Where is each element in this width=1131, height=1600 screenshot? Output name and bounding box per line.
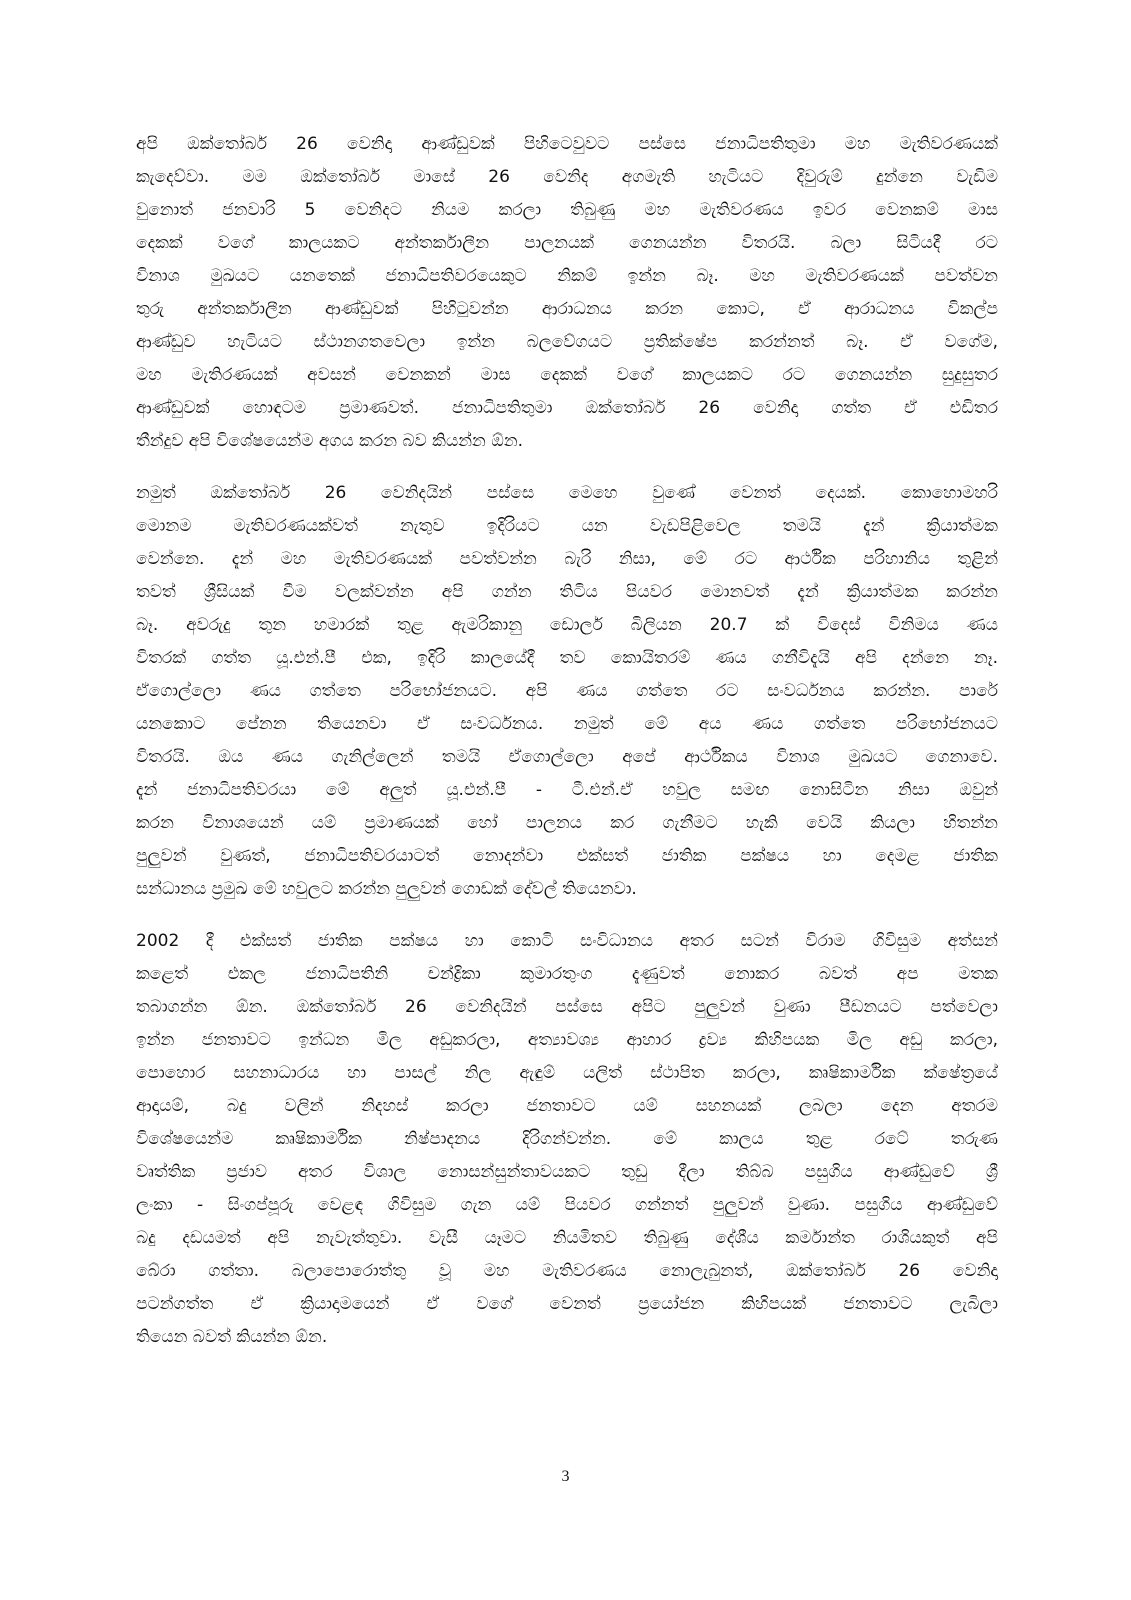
- text-line: බදු දඩයමත් අපි නැවැත්තුවා. වැසී යෑමට නියමිතව තිබුණු දේශීය කර්මාන්ත රාශියකුත් අපි: [136, 1228, 998, 1248]
- text-line: ලංකා - සිංගප්පූරු වෙළඳ ගිවිසුම ගැන යම් පියවර ගන්නත් පුලුවන් වුණා. පසුගිය ආණ්ඩුවේ: [136, 1195, 998, 1215]
- text-line: යනකොට පේනන තියෙනවා ඒ සංවර්ධනය. නමුත් මේ අය ණය ගත්තෙ පරිභෝජනයට: [136, 714, 998, 734]
- text-line: අපි ඔක්තෝබර් 26 වෙනිදා ආණ්ඩුවක් පිහිටෙවුවට පස්සෙ ජනාධිපතිතුමා මහ මැතිවරණයක්: [136, 134, 998, 154]
- paragraph-3: [136, 925, 998, 1354]
- text-line: තවත් ශ්‍රීසියක් වීම වලක්වන්න අපි ගන්න තිටිය පියවර මොනවත් දැන් ක්‍රියාත්මක කරන්න: [136, 582, 998, 602]
- text-line: පුලුවන් වුණත්, ජනාධිපතිවරයාටත් නොදන්වා එක්සත් ජාතික පක්ෂය හා දෙමළ ජාතික: [136, 846, 998, 866]
- text-line: කැදෙව්වා. මම ඔක්තෝබර් මාසේ 26 වෙනිද අගමැති හැටියට දිවුරුම් දුන්නෙ වැඩිම: [136, 167, 998, 187]
- text-line: වුනොත් ජනවාරි 5 වෙනිදට නියම කරලා තිබුණු මහ මැතිවරණය ඉවර වෙනකම් මාස: [136, 200, 998, 220]
- text-line: වෘත්තික ප්‍රජාව අතර විශාල නොසන්සුන්තාවයකට තුඩු දීලා තිබ්බ පසුගිය ආණ්ඩුවේ ශ්‍රී: [136, 1162, 998, 1182]
- text-line: මහ මැතිරණයක් අවසන් වෙනකන් මාස දෙකක් වගේ කාලයකට රට ගෙනයන්න සුදුසුතර: [136, 365, 998, 385]
- text-line: විශේෂයෙන්ම කෘෂිකාර්මික නිෂ්පාදනය දිරිගන්වන්න. මේ කාලය තුළ රටේ තරුණ: [136, 1129, 998, 1149]
- text-line: පොහොර සහනාධාරය හා පාසල් නිල ඇඳුම් යලිත් ස්ථාපිත කරලා, කෘෂිකාර්මික ක්ෂේත්‍රයේ: [136, 1063, 998, 1083]
- text-line: බෑ. අවරුදු තුන හමාරක් තුළ ඇමරිකානු ඩොලර් බිලියන 20.7 ක් විදෙස් විනිමය ණය: [136, 615, 998, 635]
- page-number: 3: [561, 1468, 570, 1485]
- text-line: තබාගන්න ඕන. ඔක්තෝබර් 26 වෙනිදයින් පස්සෙ අපිට පුලුවන් වුණා පීඩනයට පත්වෙලා: [136, 997, 998, 1017]
- text-line: විනාශ මුඛයට යනතෙක් ජනාධිපතිවරයෙකුට නිකම් ඉන්න බෑ. මහ මැතිවරණයක් පවත්වන: [136, 266, 998, 286]
- text-line: විතරක් ගත්ත යූ.එන්.පී එක, ඉදිරි කාලයේදී තව කොයිතරම් ණය ගනීවිදැයි අපි දන්නෙ නෑ.: [136, 648, 998, 668]
- text-line: ඉන්න ජනතාවට ඉන්ධන මිල අඩුකරලා, අත්‍යාවශ්‍ය ආහාර ද්‍රව්‍ය කිහිපයක මිල අඩු කරලා,: [136, 1030, 998, 1050]
- text-line: ආණ්ඩුවක් හොඳටම ප්‍රමාණවත්. ජනාධිපතිතුමා ඔක්තෝබර් 26 වෙනිදා ගත්ත ඒ එඩිතර: [136, 398, 998, 418]
- text-line: තීන්දුව අපි විශේෂයෙන්ම අගය කරන බව කියන්න ඕන.: [136, 431, 524, 451]
- paragraph-2: [136, 477, 998, 906]
- text-line: තියෙන බවත් කියන්න ඕන.: [136, 1327, 328, 1347]
- text-line: වෙන්නෙ. දැන් මහ මැතිවරණයක් පවත්වන්න බැරි නිසා, මේ රට ආර්ථික පරිහානිය තුළින්: [136, 549, 998, 569]
- text-line: පටන්ගත්ත ඒ ක්‍රියාදාමයෙන් ඒ වගේ වෙනත් ප්‍රයෝජන කිහිපයක් ජනතාවට ලැබිලා: [136, 1294, 998, 1314]
- text-line: නමුත් ඔක්තෝබර් 26 වෙනිදයින් පස්සෙ මෙහෙ වුණේ වෙනත් දෙයක්. කොහොමහරි: [136, 483, 998, 503]
- text-line: ආදායම්, බදු වලින් නිදහස් කරලා ජනතාවට යම් සහනයක් ලබලා දෙන අතරම: [136, 1096, 998, 1116]
- paragraph-1: [136, 128, 998, 458]
- text-line: කළෙත් එකල ජනාධිපතිනි චන්ද්‍රිකා කුමාරතුංග දැණුවත් නොකර බවත් අප මතක: [136, 964, 998, 984]
- text-line: දැන් ජනාධිපතිවරයා මේ අලුත් යූ.එන්.පී - ටී.එන්.ඒ හවුල සමඟ නොසිටින නිසා ඔවුන්: [136, 780, 998, 800]
- text-line: විතරයි. ඔය ණය ගැනිල්ලෙන් තමයි ඒගොල්ලො අපේ ආර්ථිකය විනාශ මුඛයට ගෙනාවෙ.: [136, 747, 998, 767]
- text-line: කරන විනාශයෙන් යම් ප්‍රමාණයක් හෝ පාලනය කර ගැනීමට හැකි වෙයි කියලා හිතන්න: [136, 813, 998, 833]
- text-line: තුරු අන්තර්කාලීන ආණ්ඩුවක් පිහිටුවන්න ආරාධනය කරන කොට, ඒ ආරාධනය විකල්ප: [136, 299, 998, 319]
- text-line: මොනම මැතිවරණයක්වත් නැතුව ඉදිරියට යන වැඩපිළිවෙල තමයි දැන් ක්‍රියාත්මක: [136, 516, 998, 536]
- text-line: බේරා ගත්තා. බලාපොරොත්තු වූ මහ මැතිවරණය නොලැබුනත්, ඔක්තෝබර් 26 වෙනිදා: [136, 1261, 998, 1281]
- text-line: ඒගොල්ලො ණය ගත්තෙ පරිභෝජනයට. අපි ණය ගත්තෙ රට සංවර්ධනය කරන්න. පාරේ: [136, 681, 998, 701]
- text-line: ආණ්ඩුව හැටියට ස්ථානගතවෙලා ඉන්න බලවේගයට ප්‍රතික්ෂේප කරන්නත් බෑ. ඒ වගේම,: [136, 332, 998, 352]
- text-line: දෙකක් වගේ කාලයකට අන්තර්කාලීන පාලනයක් ගෙනයන්න විතරයි. බලා සිටියදී රට: [136, 233, 998, 253]
- text-line: සන්ධානය ප්‍රමුඛ මේ හවුලට කරන්න පුලුවන් ගොඩක් දේවල් තියෙනවා.: [136, 879, 637, 899]
- text-line: 2002 දී එක්සත් ජාතික පක්ෂය හා කොටි සංවිධානය අතර සටන් විරාම ගිවිසුම අත්සන්: [136, 931, 998, 951]
- body-text: [136, 128, 998, 1373]
